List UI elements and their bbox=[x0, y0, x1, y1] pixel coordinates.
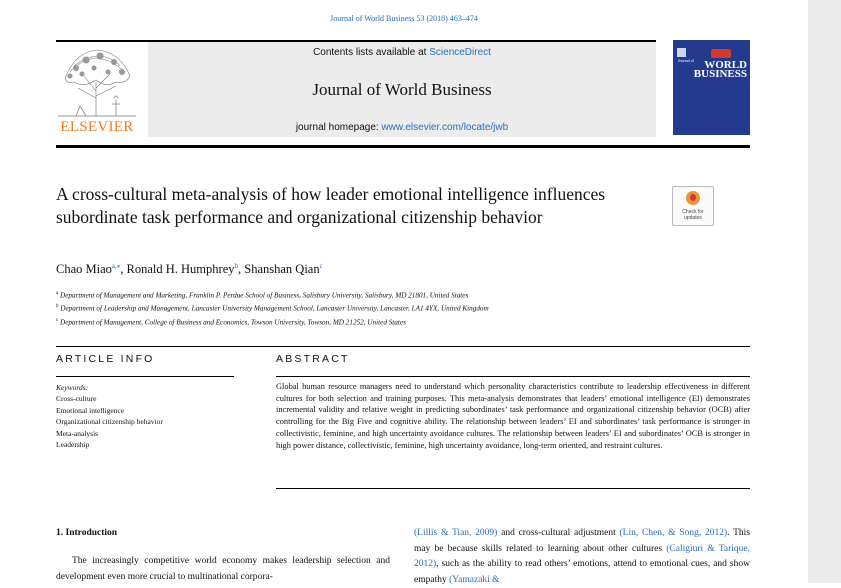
affiliation-text: Department of Leadership and Management, Lancaster University Management School, Lancaster University, Lancaster, LA1 4YX, United Kingdom bbox=[60, 304, 489, 313]
author-name: Chao Miao bbox=[56, 262, 112, 277]
body-right-column bbox=[414, 526, 750, 588]
author-separator: , bbox=[120, 262, 127, 277]
keyword: Organizational citizenship behavior bbox=[56, 417, 163, 426]
masthead-bottom-rule bbox=[56, 145, 750, 148]
elsevier-logo bbox=[56, 46, 138, 138]
body-text: and cross-cultural adjustment bbox=[497, 528, 620, 538]
cover-badge bbox=[711, 49, 731, 58]
affiliation-sup: a bbox=[56, 291, 59, 296]
check-updates-line2: updates bbox=[684, 215, 702, 221]
abstract-rule bbox=[276, 376, 750, 377]
cover-title-world: WORLD bbox=[704, 59, 747, 71]
body-text: . This may be because skills related to learning about other cultures bbox=[414, 528, 751, 554]
affiliation-text: Department of Management and Marketing, Franklin P. Perdue School of Business, Salisbury University, Salisbury, MD 21801, United States bbox=[60, 291, 469, 300]
affiliation bbox=[56, 301, 756, 314]
author-name: Ronald H. Humphrey bbox=[126, 262, 235, 277]
section-heading-introduction: 1. Introduction bbox=[56, 528, 118, 538]
affiliation-text: Department of Management, College of Business and Economics, Towson University, Towson, MD 21252, United States bbox=[60, 318, 406, 327]
abstract-text: Global human resource managers need to understand which personality characteristics contribute to leadership effectiveness in different cultures for both selection and training purposes. This meta-analysis demonstrates that leaders’ emotional intelligence (EI) demonstrates incremental validity and relative weight in predicting subordinates’ task performance and organizational citizenship behavior (OCB) after controlling for the Big Five and cognitive ability. The relationship between leaders’ EI and subordinates’ task performance is stronger in collectivistic, feminine, and high uncertainty avoidance cultures. The relationship between leaders’ EI and subordinates’ OCB is stronger in high power distance, collectivistic, feminine, high uncertainty avoidance, long-term oriented, and restraint cultures. bbox=[276, 382, 750, 450]
check-for-updates-button[interactable] bbox=[672, 186, 714, 226]
author-affil-sup[interactable]: c bbox=[319, 262, 323, 270]
body-left-column: The increasingly competitive world economy makes leadership selection and development even more crucial to multinational corpora- bbox=[56, 556, 390, 582]
author-name: Shanshan Qian bbox=[244, 262, 320, 277]
elsevier-tree-icon bbox=[56, 46, 138, 118]
journal-cover bbox=[673, 40, 750, 135]
publisher-wordmark: ELSEVIER bbox=[60, 119, 134, 135]
citation-link[interactable]: (Caligiuri & Tarique, 2012) bbox=[414, 543, 751, 569]
viewer-background bbox=[808, 0, 841, 583]
contents-availability bbox=[148, 47, 656, 58]
check-updates-icon-center bbox=[690, 194, 696, 201]
contents-prefix: Contents lists available at bbox=[313, 47, 430, 58]
journal-title: Journal of World Business bbox=[312, 80, 492, 99]
citation-link[interactable]: (Lin, Chen, & Song, 2012) bbox=[619, 528, 728, 538]
author-list bbox=[56, 262, 323, 277]
affiliation-sup: b bbox=[56, 304, 59, 310]
keywords-label: Keywords: bbox=[56, 383, 89, 392]
abstract-heading: ABSTRACT bbox=[276, 353, 350, 365]
homepage-prefix: journal homepage: bbox=[295, 122, 382, 133]
body-text: , such as the ability to read others’ emotions, attend to emotional cues, and show empathy bbox=[414, 559, 750, 585]
citation-link[interactable]: (Lillis & Tian, 2009) bbox=[414, 528, 498, 538]
cover-title-business: BUSINESS bbox=[693, 68, 747, 80]
article-info-heading: ARTICLE INFO bbox=[56, 353, 155, 365]
keyword: Leadership bbox=[56, 440, 90, 449]
masthead-banner bbox=[148, 42, 656, 137]
author-separator: , bbox=[238, 262, 245, 277]
journal-reference[interactable]: Journal of World Business 53 (2018) 463–474 bbox=[330, 14, 478, 23]
author-affil-sup[interactable]: a,⁎ bbox=[111, 262, 121, 270]
affiliation-list bbox=[56, 288, 756, 328]
affiliation bbox=[56, 315, 756, 328]
article-info-rule bbox=[56, 376, 234, 377]
abstract-bottom-rule bbox=[276, 488, 750, 489]
keyword: Cross-culture bbox=[56, 394, 97, 403]
cover-logo-mark bbox=[677, 48, 686, 57]
affiliation bbox=[56, 288, 756, 301]
keyword: Meta-analysis bbox=[56, 428, 99, 438]
keyword: Emotional intelligence bbox=[56, 405, 125, 415]
homepage-link[interactable]: www.elsevier.com/locate/jwb bbox=[381, 122, 509, 133]
author-affil-sup[interactable]: b bbox=[234, 262, 238, 270]
check-updates-line1: Check for bbox=[682, 209, 704, 215]
sciencedirect-link[interactable]: ScienceDirect bbox=[429, 47, 491, 58]
article-title: A cross-cultural meta-analysis of how leader emotional intelligence influences subordinate task performance and organizational citizenship behavior bbox=[56, 184, 606, 227]
cover-journal-of: Journal of bbox=[678, 58, 695, 63]
section-top-rule bbox=[56, 346, 750, 347]
check-updates-label bbox=[673, 209, 713, 221]
keywords-block bbox=[56, 382, 256, 451]
citation-link[interactable]: (Yamazaki & bbox=[449, 574, 500, 585]
journal-homepage bbox=[148, 122, 656, 133]
affiliation-sup: c bbox=[56, 317, 59, 323]
